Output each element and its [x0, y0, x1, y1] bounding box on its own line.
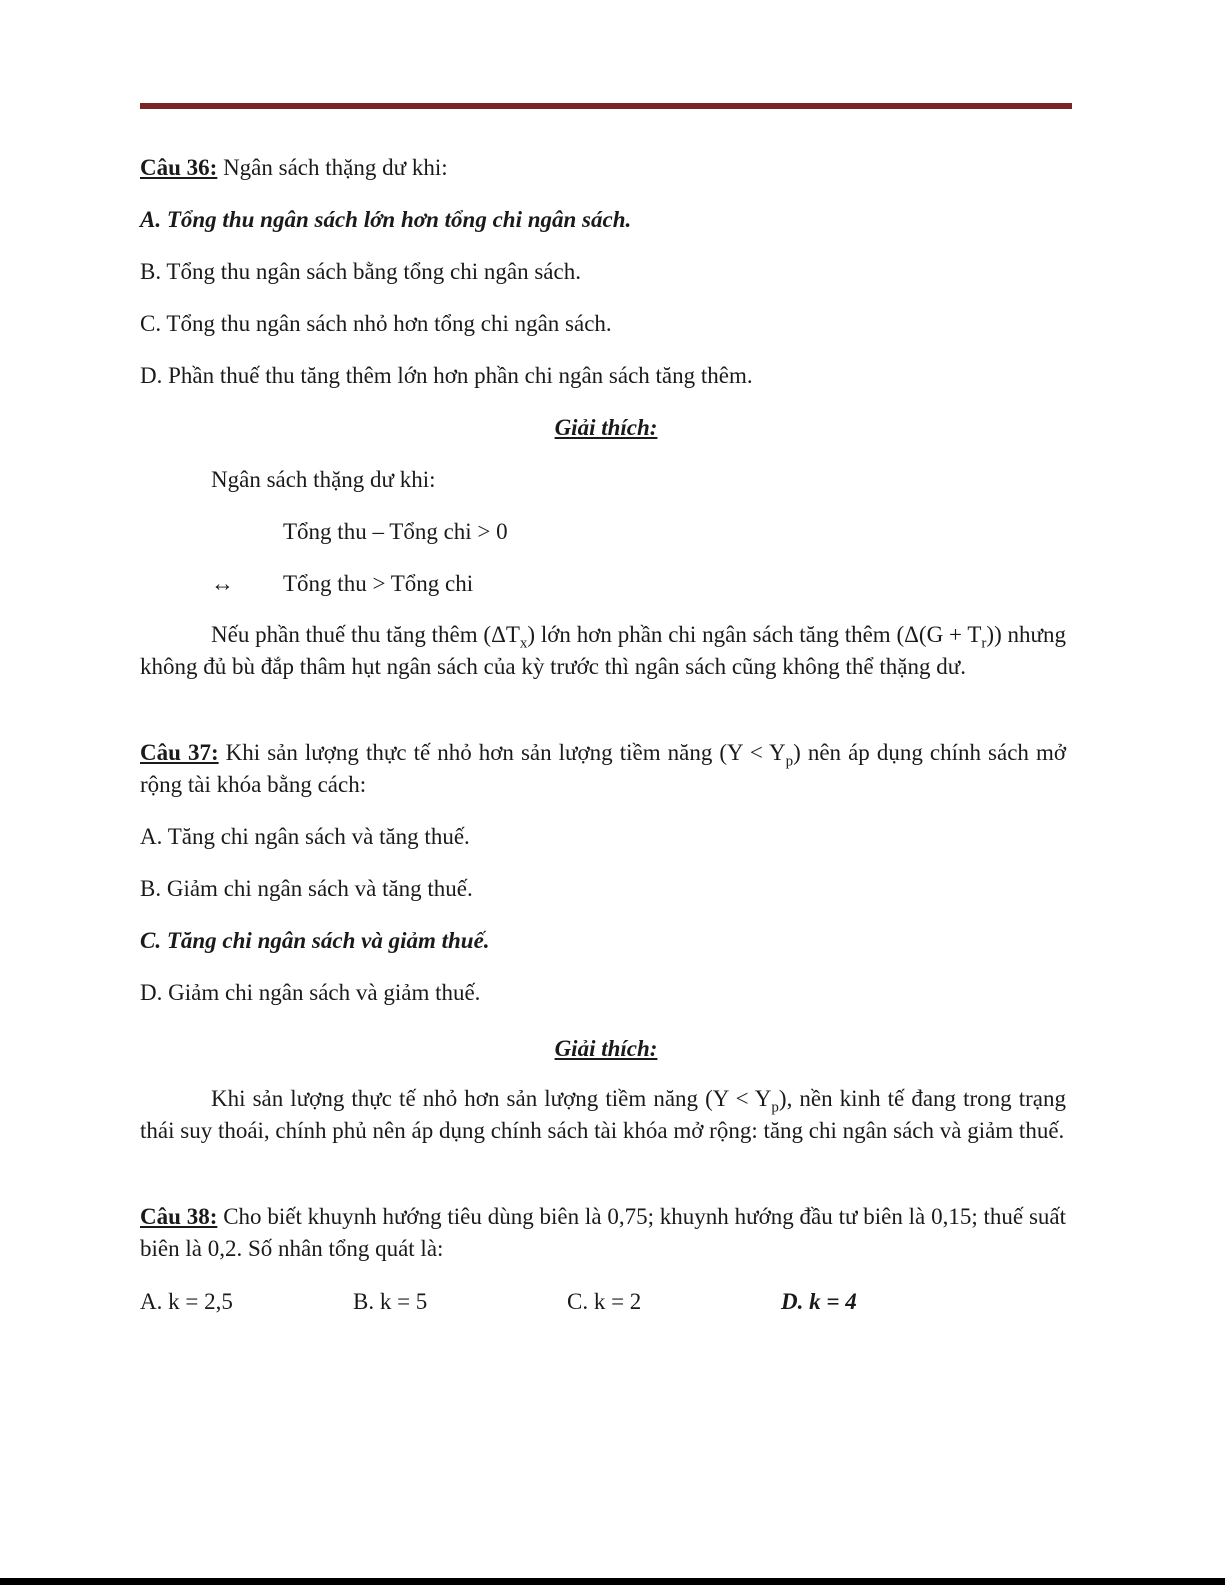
- question-36-option-a: A. Tổng thu ngân sách lớn hơn tổng chi ngân sách.: [140, 207, 632, 232]
- question-36-text: Ngân sách thặng dư khi:: [217, 155, 448, 180]
- paragraph-part: Khi sản lượng thực tế nhỏ hơn sản lượng tiềm năng (Y < Y: [211, 1086, 772, 1111]
- question-38-option-a: A. k = 2,5: [140, 1289, 233, 1314]
- paragraph-part: ), nền kinh tế đang trong trạng thái suy thoái, chính phủ nên áp dụng chính sách tài khóa mở rộng: tăng chi ngân sách và giảm thuế.: [140, 1086, 1066, 1143]
- question-38-option-d: D. k = 4: [781, 1289, 857, 1314]
- question-37-option-c: C. Tăng chi ngân sách và giảm thuế.: [140, 928, 490, 953]
- subscript-x: x: [519, 635, 528, 652]
- question-37-option-b: B. Giảm chi ngân sách và tăng thuế.: [140, 876, 473, 901]
- subscript-r: r: [981, 635, 987, 652]
- question-36-explanation-intro: Ngân sách thặng dư khi:: [211, 467, 436, 492]
- question-37-text: Khi sản lượng thực tế nhỏ hơn sản lượng tiềm năng (Y < Y: [218, 740, 786, 765]
- question-36-label: Câu 36:: [140, 155, 218, 180]
- question-37-label: Câu 37:: [140, 740, 219, 765]
- question-37-option-a: A. Tăng chi ngân sách và tăng thuế.: [140, 824, 470, 849]
- paragraph-part: Nếu phần thuế thu tăng thêm (ΔT: [211, 622, 520, 647]
- question-36-option-c: C. Tổng thu ngân sách nhỏ hơn tổng chi ngân sách.: [140, 311, 612, 336]
- explanation-heading-text: Giải thích:: [554, 1036, 658, 1061]
- explanation-heading-text: Giải thích:: [554, 415, 658, 440]
- question-36: [140, 152, 448, 184]
- question-38-text: Cho biết khuynh hướng tiêu dùng biên là 0,75; khuynh hướng đầu tư biên là 0,15; thuế suất biên là 0,2. Số nhân tổng quát là:: [140, 1204, 1066, 1261]
- paragraph-part: )) nhưng không đủ bù đắp thâm hụt ngân sách của kỳ trước thì ngân sách cũng không thể thặng dư.: [140, 622, 1066, 679]
- subscript-p: p: [771, 1099, 779, 1116]
- question-37-explanation-paragraph: [140, 1083, 1066, 1147]
- question-37: [140, 737, 1066, 801]
- paragraph-part: ) lớn hơn phần chi ngân sách tăng thêm (Δ(G + T: [527, 622, 982, 647]
- question-36-explanation-heading: [140, 412, 1072, 444]
- question-37-option-d: D. Giảm chi ngân sách và giảm thuế.: [140, 980, 481, 1005]
- question-36-formula-difference: Tổng thu – Tổng chi > 0: [283, 519, 508, 544]
- question-36-formula-compare: Tổng thu > Tổng chi: [283, 571, 474, 596]
- question-36-option-d: D. Phần thuế thu tăng thêm lớn hơn phần chi ngân sách tăng thêm.: [140, 363, 753, 388]
- question-38: [140, 1201, 1066, 1265]
- subscript-p: p: [785, 753, 794, 770]
- question-36-option-b: B. Tổng thu ngân sách bằng tổng chi ngân sách.: [140, 259, 581, 284]
- page-bottom-edge: [0, 1578, 1225, 1585]
- question-38-label: Câu 38:: [140, 1204, 218, 1229]
- question-37-explanation-heading: [140, 1033, 1072, 1065]
- question-36-explanation-paragraph: [140, 619, 1066, 683]
- equivalence-symbol: ↔: [211, 571, 234, 596]
- question-38-option-c: C. k = 2: [567, 1289, 642, 1314]
- header-rule: [140, 103, 1072, 109]
- question-37-text-end: ) nên áp dụng chính sách mở rộng tài khóa bằng cách:: [140, 740, 1066, 797]
- question-38-option-b: B. k = 5: [353, 1289, 428, 1314]
